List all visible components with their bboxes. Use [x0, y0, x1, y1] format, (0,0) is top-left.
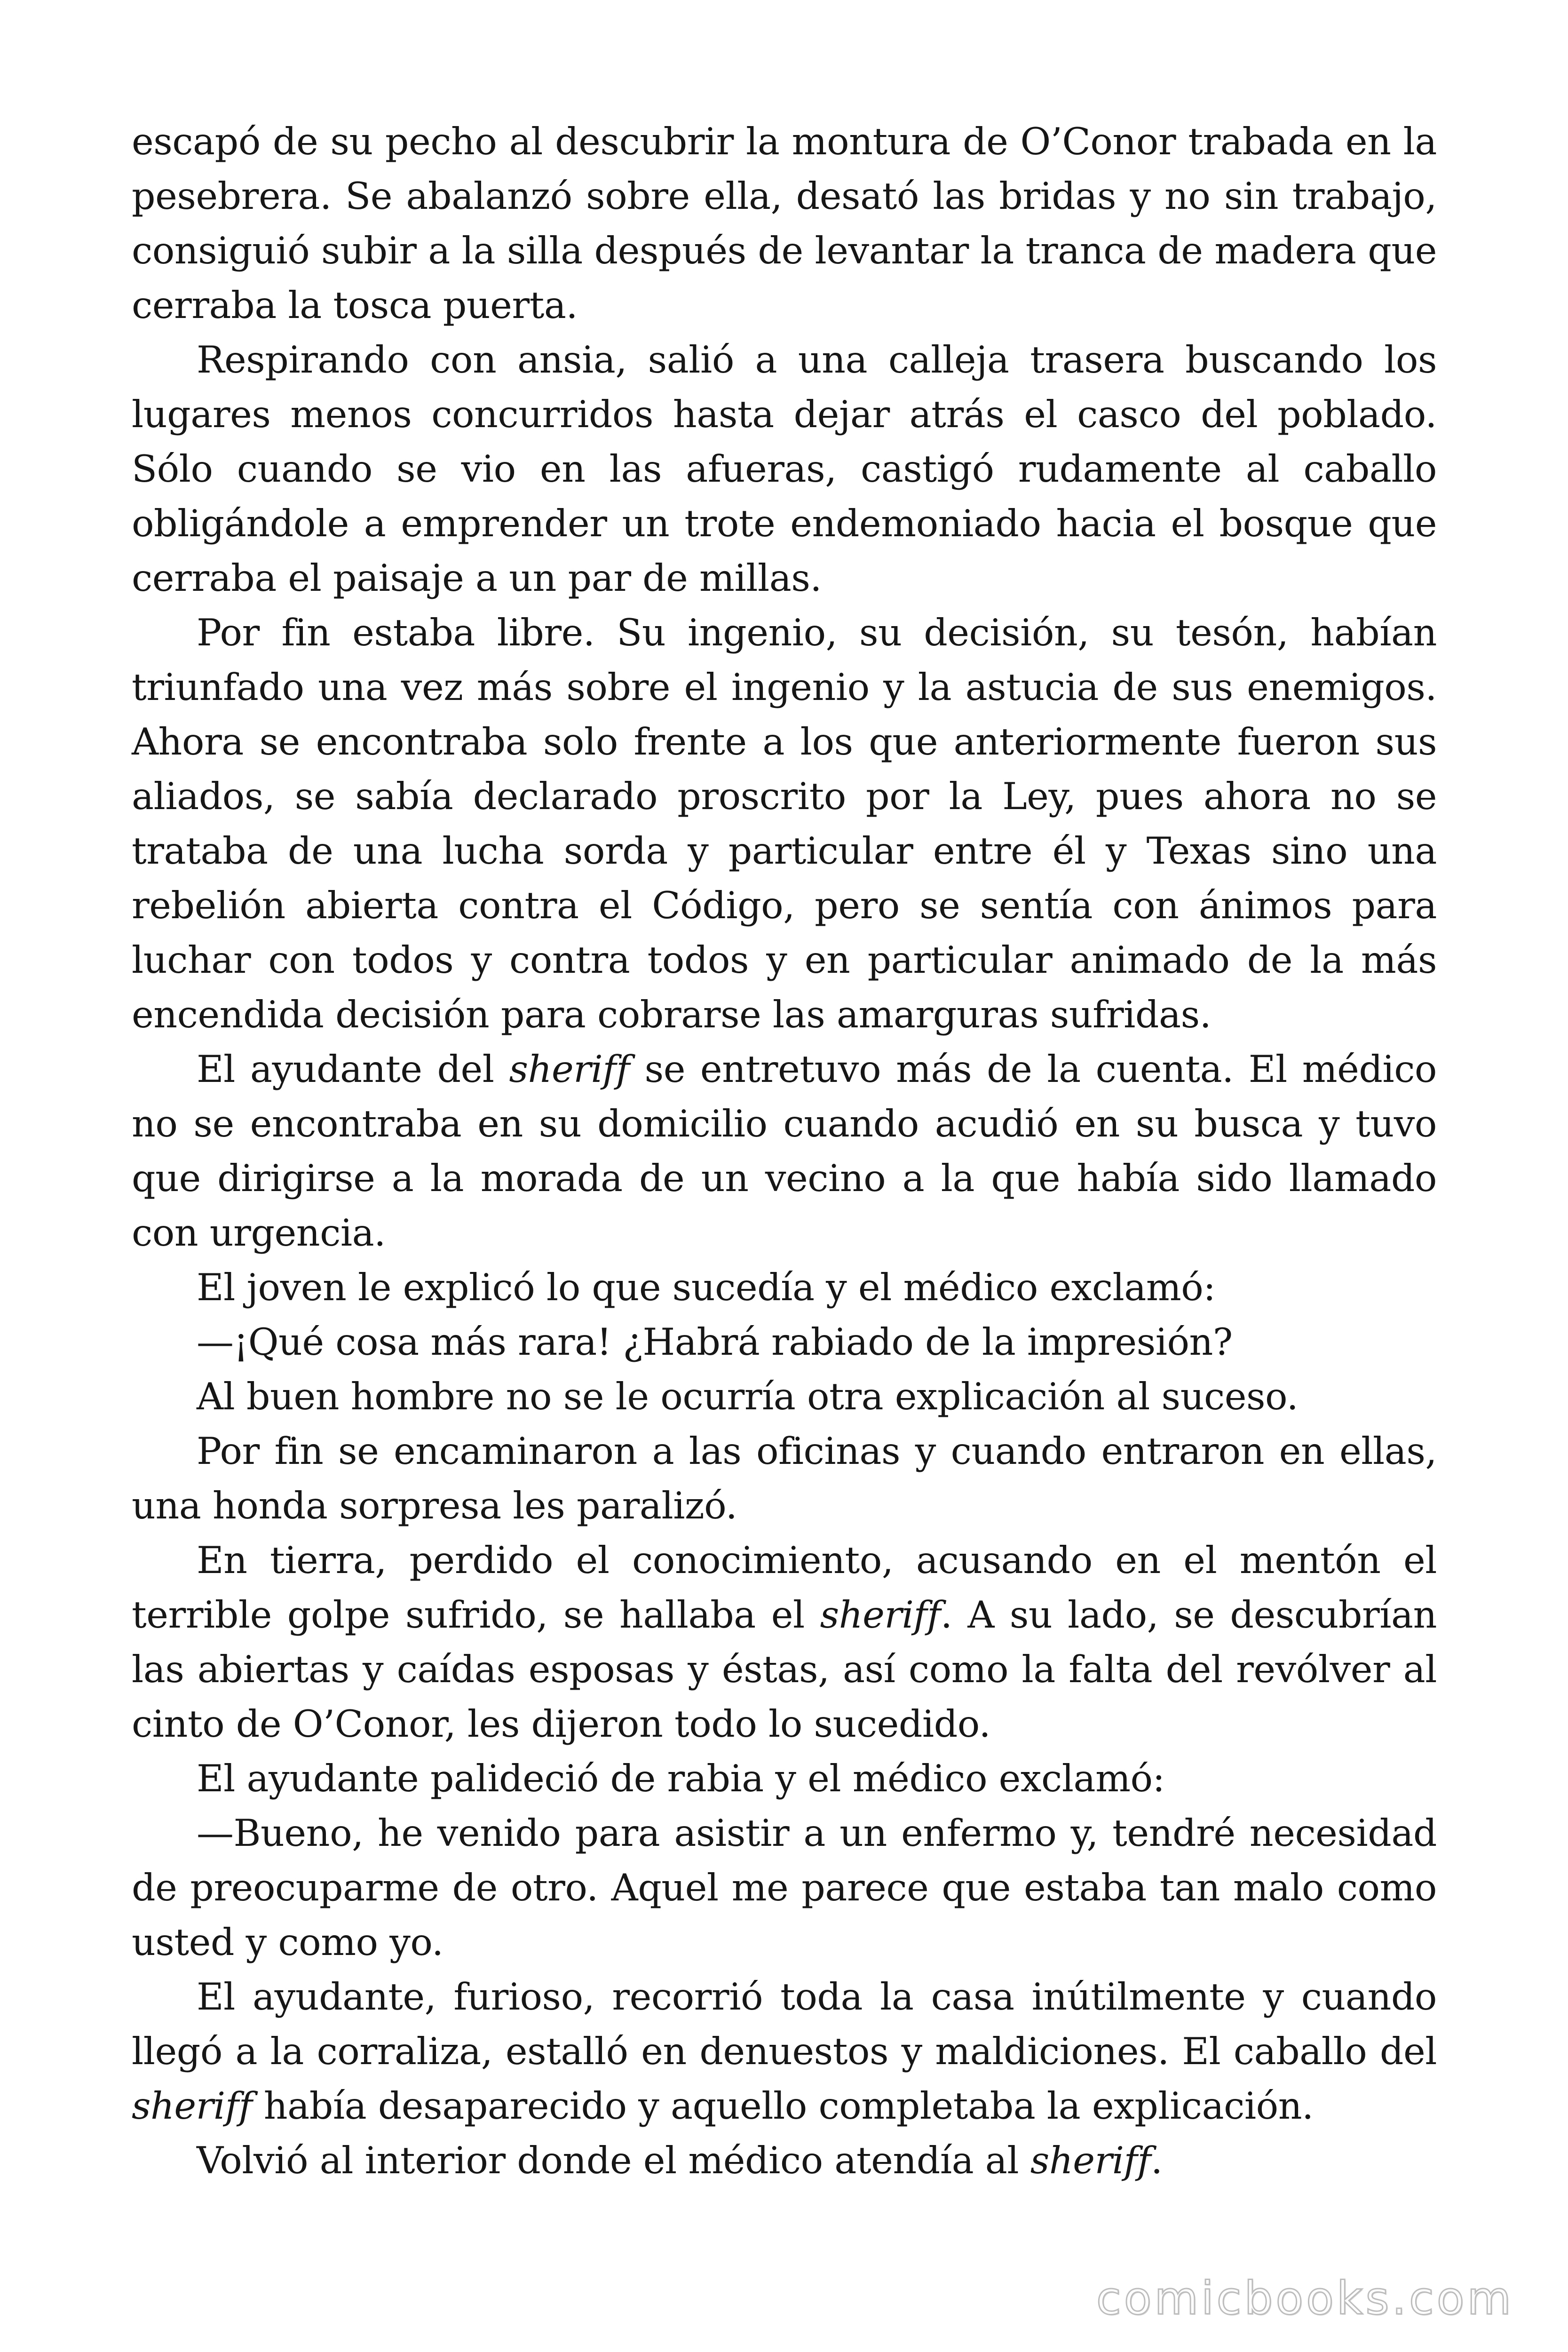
- paragraph: [132, 1315, 1437, 1369]
- text-run: En tierra, perdido el conocimiento, acusando en el mentón el terrible golpe sufrido, se hallaba el: [132, 1539, 1437, 1637]
- text-run: Respirando con ansia, salió a una calleja trasera buscando los lugares menos concurridos hasta dejar atrás el casco del poblado. Sólo cuando se vio en las afueras, castigó rudamente al caballo obligándole a emprender un trote endemoniado hacia el bosque que cerraba el paisaje a un par de millas.: [132, 338, 1437, 600]
- text-run: Por fin estaba libre. Su ingenio, su decisión, su tesón, habían triunfado una vez más sobre el ingenio y la astucia de sus enemigos. Ahora se encontraba solo frente a los que anteriormente fueron sus aliados, se sabía declarado proscrito por la Ley, pues ahora no se trataba de una lucha sorda y particular entre él y Texas sino una rebelión abierta contra el Código, pero se sentía con ánimos para luchar con todos y contra todos y en particular animado de la más encendida decisión para cobrarse las amarguras sufridas.: [132, 611, 1437, 1036]
- text-run: El joven le explicó lo que sucedía y el médico exclamó:: [197, 1266, 1216, 1309]
- text-run: El ayudante del: [197, 1048, 509, 1091]
- text-run: .: [1150, 2139, 1163, 2182]
- paragraph: [132, 1260, 1437, 1315]
- text-run: El ayudante, furioso, recorrió toda la casa inútilmente y cuando llegó a la corraliza, estalló en denuestos y maldiciones. El caballo del: [132, 1975, 1437, 2073]
- paragraph: [132, 333, 1437, 605]
- text-run: —Bueno, he venido para asistir a un enfermo y, tendré necesidad de preocuparme de otro. Aquel me parece que estaba tan malo como usted y como yo.: [132, 1812, 1437, 1964]
- paragraph: [132, 1369, 1437, 1424]
- text-run: Volvió al interior donde el médico atendía al: [197, 2139, 1030, 2182]
- paragraph: [132, 1042, 1437, 1260]
- paragraph: [132, 1970, 1437, 2133]
- text-run: El ayudante palideció de rabia y el médico exclamó:: [197, 1757, 1165, 1800]
- italic-term: sheriff: [1030, 2139, 1151, 2182]
- paragraph: [132, 2133, 1437, 2188]
- italic-term: sheriff: [132, 2084, 253, 2128]
- paragraph: [132, 114, 1437, 333]
- paragraph: [132, 1533, 1437, 1751]
- paragraph: [132, 1806, 1437, 1970]
- body-text: [132, 114, 1437, 2188]
- italic-term: sheriff: [509, 1048, 630, 1091]
- text-run: —¡Qué cosa más rara! ¿Habrá rabiado de la impresión?: [197, 1320, 1233, 1364]
- text-run: se entretuvo más de la cuenta. El médico no se encontraba en su domicilio cuando acudió en su busca y tuvo que dirigirse a la morada de un vecino a la que había sido llamado con urgencia.: [132, 1048, 1437, 1255]
- watermark: comicbooks.com: [1096, 2272, 1514, 2325]
- text-run: Al buen hombre no se le ocurría otra explicación al suceso.: [197, 1375, 1299, 1418]
- paragraph: [132, 1424, 1437, 1533]
- text-run: escapó de su pecho al descubrir la montura de O’Conor trabada en la pesebrera. Se abalanzó sobre ella, desató las bridas y no sin trabajo, consiguió subir a la silla después de levantar la tranca de madera que cerraba la tosca puerta.: [132, 120, 1437, 327]
- text-run: Por fin se encaminaron a las oficinas y cuando entraron en ellas, una honda sorpresa les paralizó.: [132, 1430, 1437, 1527]
- paragraph: [132, 1751, 1437, 1806]
- text-run: había desaparecido y aquello completaba la explicación.: [252, 2084, 1314, 2128]
- italic-term: sheriff: [820, 1593, 941, 1637]
- paragraph: [132, 605, 1437, 1042]
- document-page: [132, 0, 1437, 2188]
- text-run: . A su lado, se descubrían las abiertas y caídas esposas y éstas, así como la falta del revólver al cinto de O’Conor, les dijeron todo lo sucedido.: [132, 1593, 1437, 1746]
